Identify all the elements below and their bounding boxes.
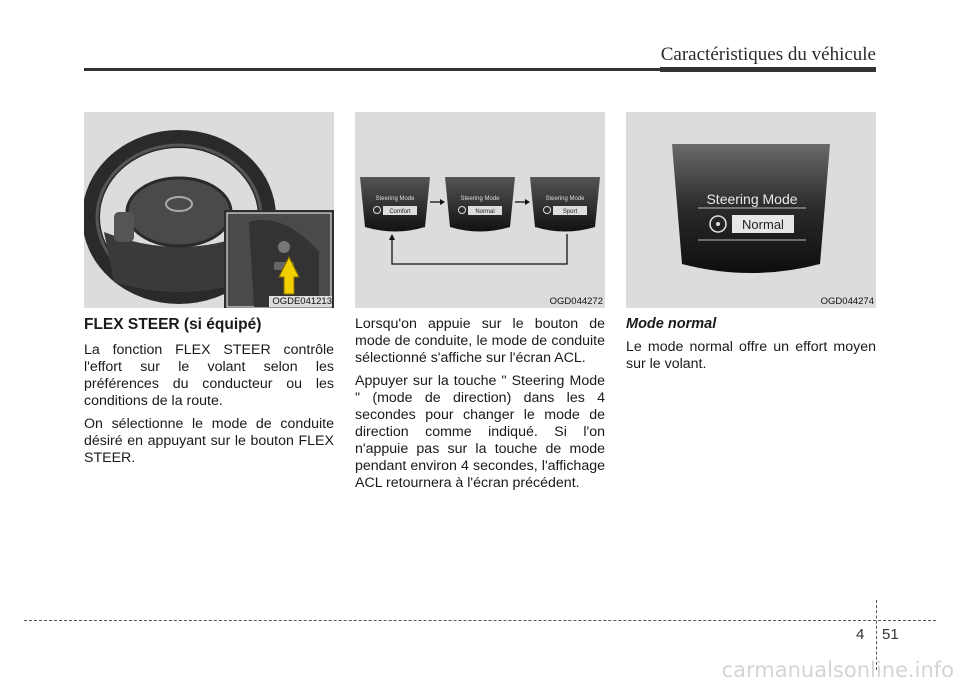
header-rule-accent [660, 67, 876, 72]
svg-text:Steering Mode: Steering Mode [460, 196, 500, 202]
svg-text:Normal: Normal [475, 209, 495, 215]
paragraph: Lorsqu'on appuie sur le bouton de mode de conduite, le mode de conduite sélectionné s'affiche sur l'écran ACL. [355, 316, 605, 366]
chapter-number: 4 [856, 626, 865, 643]
paragraph: On sélectionne le mode de conduite désiré en appuyant sur le bouton FLEX STEER. [84, 416, 334, 466]
header-title: Caractéristiques du véhicule [660, 44, 876, 65]
column-2 [355, 316, 605, 498]
figure-code: OGDE041213 [269, 296, 332, 307]
normal-screen-illustration [626, 112, 876, 308]
svg-text:Steering Mode: Steering Mode [375, 196, 415, 202]
figure-steering-wheel [84, 112, 334, 308]
figure-code: OGD044274 [818, 296, 874, 307]
screen-sport [530, 177, 600, 232]
page-number: 51 [882, 626, 899, 643]
figure-normal-screen [626, 112, 876, 308]
svg-text:Sport: Sport [562, 209, 578, 215]
svg-text:Comfort: Comfort [389, 209, 411, 215]
subsection-heading: Mode normal [626, 316, 717, 332]
screen-comfort [360, 177, 430, 232]
mode-sequence-illustration [355, 112, 605, 308]
footer-rule [24, 620, 936, 621]
paragraph: Appuyer sur la touche " Steering Mode " (mode de direction) dans les 4 secondes pour changer le mode de direction comme indiqué. Si l'on n'appuie pas sur la touche de mode pendant environ 4 secondes, l'affichage ACL retournera à l'écran précédent. [355, 373, 605, 491]
svg-text:Steering Mode: Steering Mode [545, 196, 585, 202]
arrow-loop-back [392, 234, 567, 264]
svg-text:Steering Mode: Steering Mode [706, 191, 798, 207]
steering-wheel-illustration [84, 112, 334, 308]
paragraph: La fonction FLEX STEER contrôle l'effort sur le volant selon les préférences du conducteur ou les conditions de la route. [84, 342, 334, 409]
figure-mode-sequence [355, 112, 605, 308]
screen-normal [445, 177, 515, 232]
paragraph: Le mode normal offre un effort moyen sur le volant. [626, 339, 876, 372]
svg-text:Normal: Normal [742, 217, 784, 232]
watermark: carmanualsonline.info [721, 658, 954, 682]
column-1 [84, 316, 334, 473]
section-heading: FLEX STEER (si équipé) [84, 316, 262, 333]
column-3 [626, 316, 876, 379]
figure-code: OGD044272 [547, 296, 603, 307]
